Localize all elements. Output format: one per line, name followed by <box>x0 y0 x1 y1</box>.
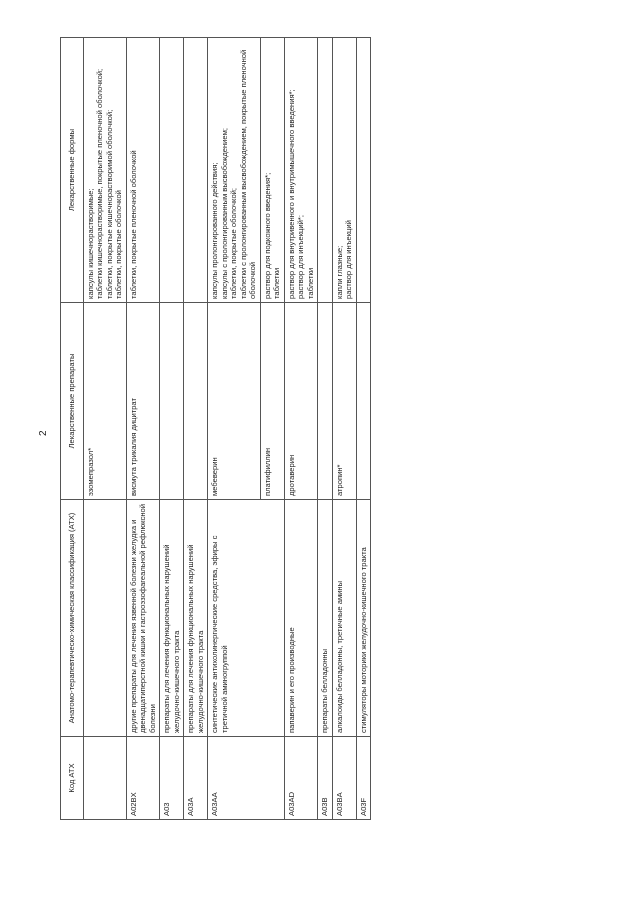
atc-drug-table <box>60 37 371 820</box>
table-row <box>284 38 317 820</box>
drug-name-cell: висмута трикалия дицитрат <box>126 303 159 500</box>
atc-code-cell: A03B <box>318 737 332 820</box>
table-header-row <box>61 38 84 820</box>
dosage-form-line: таблетки кишечнорастворимые, покрытые пленочной оболочкой; <box>95 68 105 299</box>
dosage-form-line: таблетки <box>272 267 282 299</box>
atc-classification-cell: препараты для лечения функциональных нарушений желудочно-кишечного тракта <box>184 500 208 737</box>
dosage-forms-cell <box>356 38 370 303</box>
atc-classification-cell: синтетические антихолинергические средства, эфиры с третичной аминогруппой <box>208 500 284 737</box>
atc-code-cell <box>84 737 127 820</box>
dosage-forms-cell <box>318 38 332 303</box>
header-dosage-forms: Лекарственные формы <box>61 38 84 303</box>
drug-name-cell: дротаверин <box>284 303 317 500</box>
header-atc-classification: Анатомо-терапевтическо-химическая классификация (АТХ) <box>61 500 84 737</box>
atc-classification-cell: папаверин и его производные <box>284 500 317 737</box>
drug-name-cell: платифиллин <box>260 303 284 500</box>
dosage-forms-cell <box>84 38 127 303</box>
atc-code-cell: A03AD <box>284 737 317 820</box>
atc-classification-cell: стимуляторы моторики желудочно-кишечного тракта <box>356 500 370 737</box>
dosage-form-line: раствор для инъекций*; <box>296 215 306 299</box>
header-drugs: Лекарственные препараты <box>61 303 84 500</box>
drug-name-cell <box>318 303 332 500</box>
dosage-form-line: капсулы с пролонгированным высвобождением; <box>219 128 229 299</box>
dosage-forms-cell <box>260 38 284 303</box>
atc-code-cell: A03A <box>184 737 208 820</box>
table-body <box>84 38 371 820</box>
drug-name-cell: эзомепразол* <box>84 303 127 500</box>
dosage-form-line: капли глазные; <box>334 245 344 299</box>
dosage-form-line: таблетки, покрытые оболочкой; <box>229 187 239 299</box>
page-number: 2 <box>38 430 49 436</box>
dosage-form-line: капсулы пролонгированного действия; <box>210 162 220 299</box>
atc-code-cell: A03F <box>356 737 370 820</box>
drug-name-cell: мебеверин <box>208 303 260 500</box>
atc-classification-cell: алкалоиды белладонны, третичные амины <box>332 500 356 737</box>
dosage-form-line: таблетки <box>305 267 315 299</box>
atc-code-cell: A03BA <box>332 737 356 820</box>
atc-code-cell: A03 <box>160 737 184 820</box>
rotated-page-content <box>60 49 580 820</box>
dosage-forms-cell <box>332 38 356 303</box>
table-row <box>356 38 370 820</box>
dosage-form-line: раствор для подкожного введения*; <box>262 172 272 299</box>
dosage-form-line: таблетки, покрытые кишечнорастворимой оболочкой; <box>104 109 114 299</box>
drug-name-cell: атропин* <box>332 303 356 500</box>
drug-name-cell <box>356 303 370 500</box>
dosage-form-line: таблетки, покрытые пленочной оболочкой <box>128 150 138 299</box>
table-row <box>84 38 127 820</box>
atc-code-cell: A02BX <box>126 737 159 820</box>
table-row <box>208 38 260 820</box>
dosage-forms-cell <box>208 38 260 303</box>
table-row <box>332 38 356 820</box>
table-row <box>184 38 208 820</box>
atc-code-cell: A03AA <box>208 737 284 820</box>
dosage-forms-cell <box>126 38 159 303</box>
atc-classification-cell: другие препараты для лечения язвенной болезни желудка и двенадцатиперстной кишки и гастроэзофагеальной рефлюксной болезни <box>126 500 159 737</box>
dosage-forms-cell <box>160 38 184 303</box>
table-row <box>126 38 159 820</box>
table-row <box>160 38 184 820</box>
atc-classification-cell: препараты белладонны <box>318 500 332 737</box>
drug-name-cell <box>184 303 208 500</box>
header-atc-code: Код АТХ <box>61 737 84 820</box>
atc-classification-cell <box>84 500 127 737</box>
dosage-form-line: раствор для инъекций <box>344 220 354 299</box>
dosage-form-line: таблетки с пролонгированным высвобождением, покрытые пленочной оболочкой <box>238 49 258 299</box>
dosage-forms-cell <box>184 38 208 303</box>
dosage-forms-cell <box>284 38 317 303</box>
atc-classification-cell: препараты для лечения функциональных нарушений желудочно-кишечного тракта <box>160 500 184 737</box>
dosage-form-line: таблетки, покрытые оболочкой <box>114 190 124 299</box>
dosage-form-line: капсулы кишечнорастворимые; <box>86 188 95 299</box>
drug-name-cell <box>160 303 184 500</box>
dosage-form-line: раствор для внутривенного и внутримышечного введения*; <box>286 89 296 299</box>
table-row <box>318 38 332 820</box>
